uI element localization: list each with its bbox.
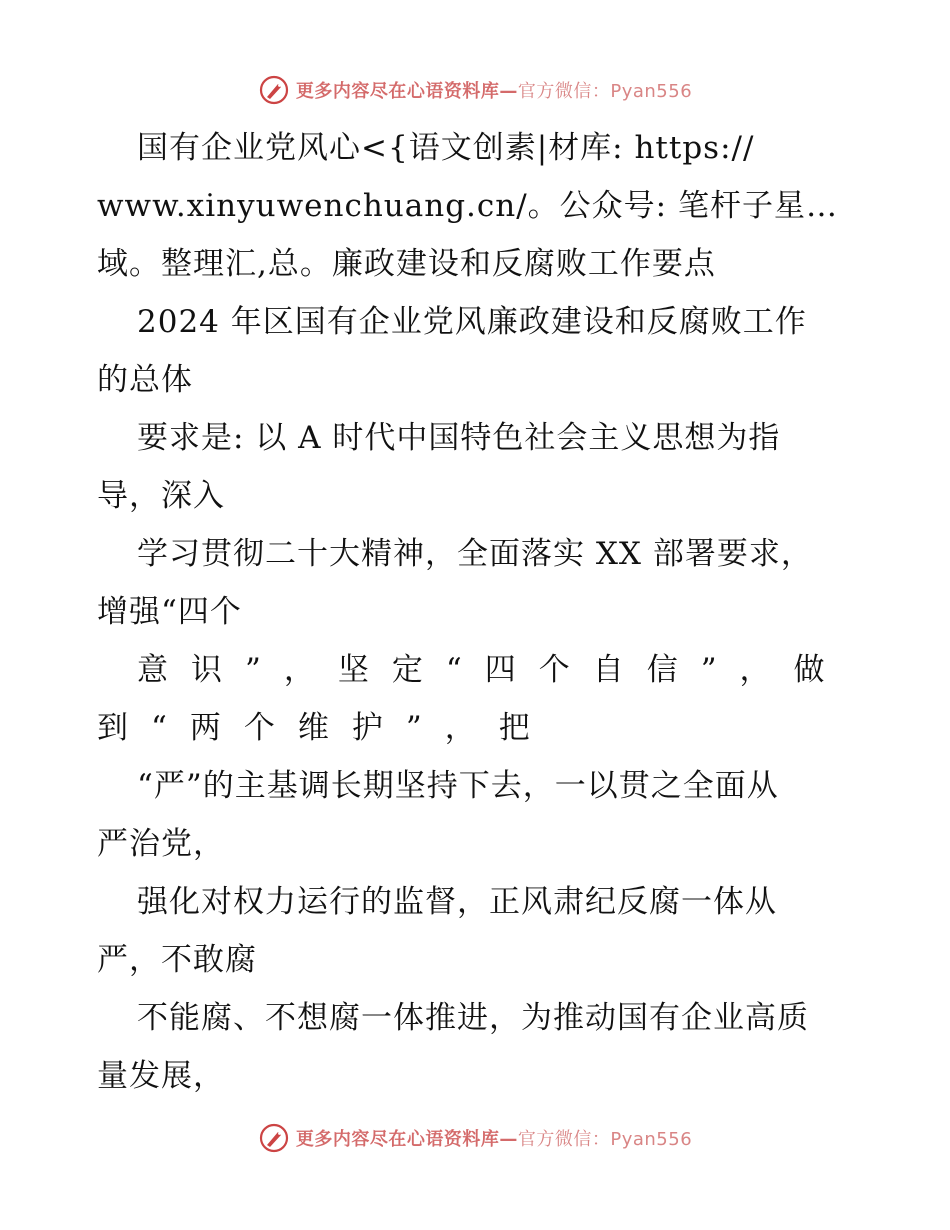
text-line: 域。整理汇,总。廉政建设和反腐败工作要点 <box>97 246 716 282</box>
text-line: 2024 年区国有企业党风廉政建设和反腐败工作 <box>137 304 807 340</box>
text-line: 严治党， <box>97 826 225 862</box>
text-line: “严”的主基调长期坚持下去，一以贯之全面从 <box>137 768 779 804</box>
watermark-text: 更多内容尽在心语资料库—官方微信：Pyan556 <box>295 81 693 102</box>
text-line: 学习贯彻二十大精神，全面落实 XX 部署要求， <box>137 536 813 572</box>
pen-nib-circle-icon <box>258 74 290 106</box>
footer-watermark <box>0 1118 950 1158</box>
text-line: 要求是: 以 A 时代中国特色社会主义思想为指 <box>137 420 781 456</box>
watermark-text: 更多内容尽在心语资料库—官方微信：Pyan556 <box>295 1129 693 1150</box>
text-line: 到“两个维护”，把 <box>97 710 553 746</box>
text-line: 意识”，坚定“四个自信”，做 <box>137 652 848 688</box>
text-line: 的总体 <box>97 362 193 398</box>
header-watermark <box>0 70 950 110</box>
text-line: 增强“四个 <box>97 594 242 630</box>
text-line: 强化对权力运行的监督，正风肃纪反腐一体从 <box>137 884 777 920</box>
text-line: 严，不敢腐 <box>97 942 257 978</box>
text-line: 量发展， <box>97 1058 225 1094</box>
text-line: 不能腐、不想腐一体推进，为推动国有企业高质 <box>137 1000 809 1036</box>
text-line: 导，深入 <box>97 478 225 514</box>
text-line: www.xinyuwenchuang.cn/。公众号: 笔杆子星… <box>97 188 838 224</box>
pen-nib-circle-icon <box>258 1122 290 1154</box>
text-line: 国有企业党风心<{语文创素|材库: https:// <box>137 130 755 166</box>
